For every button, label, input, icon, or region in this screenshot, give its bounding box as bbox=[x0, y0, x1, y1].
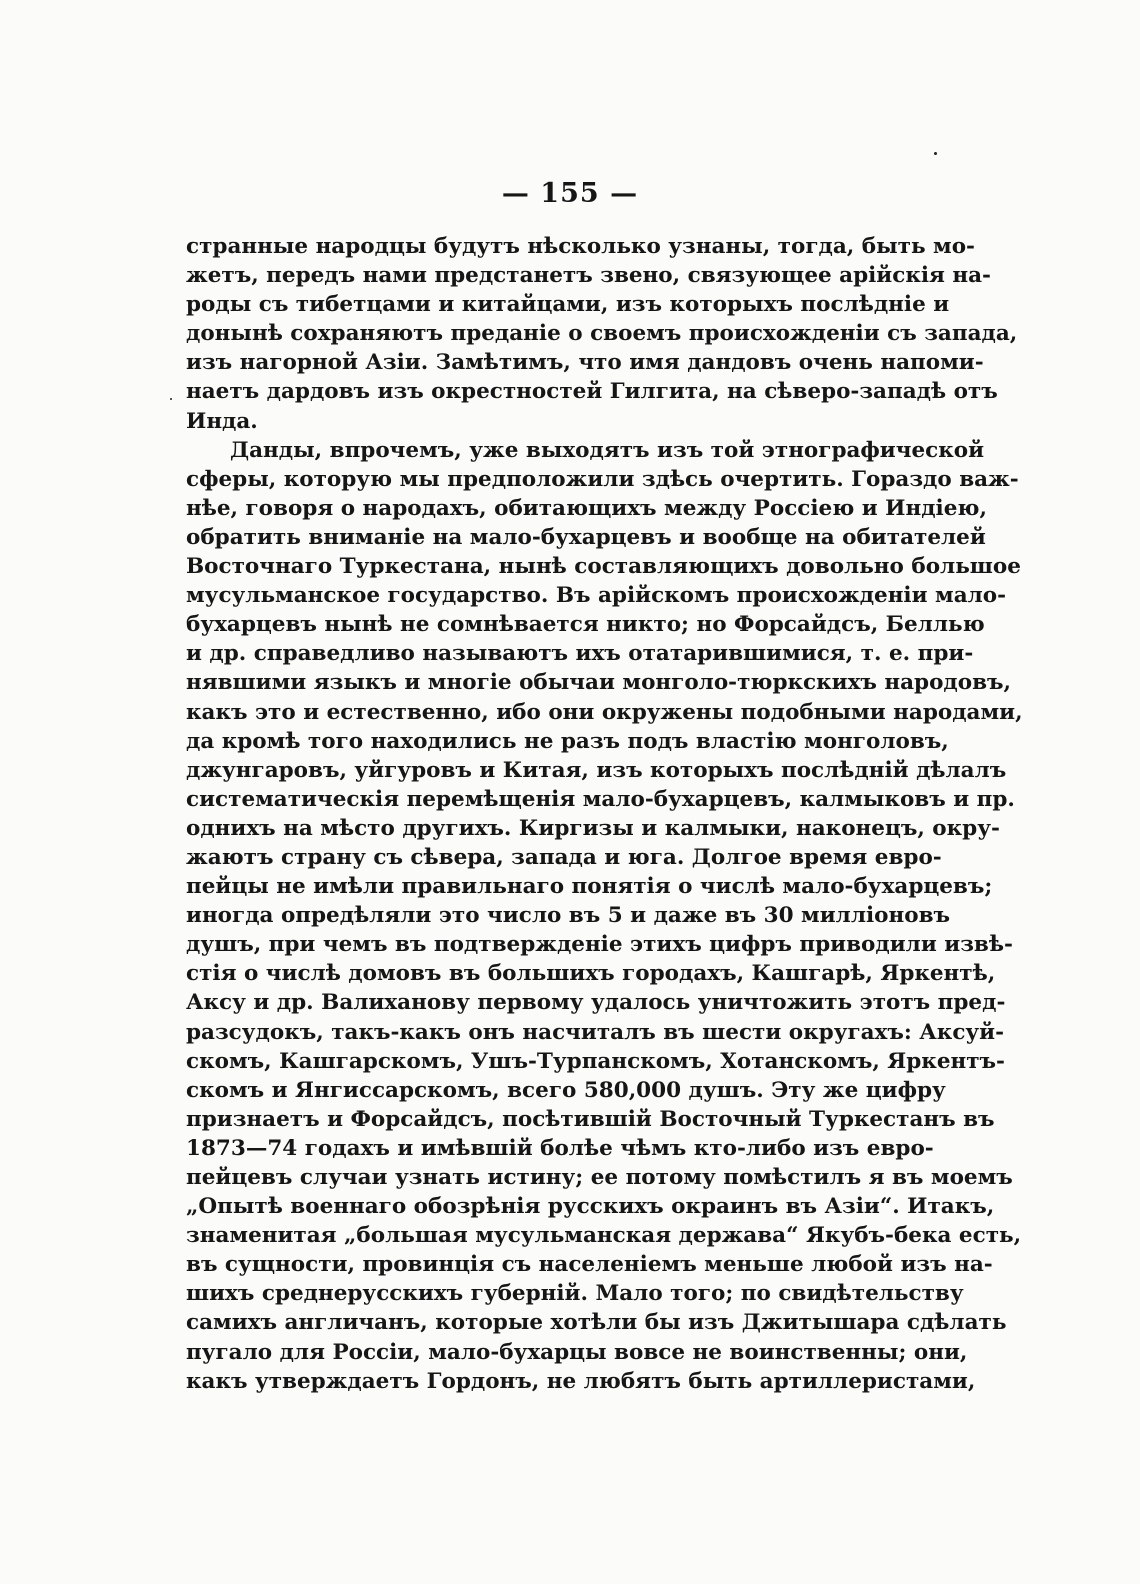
text-line: нѣе, говоря о народахъ, обитающихъ между Россіею и Индіею, bbox=[186, 495, 987, 521]
text-line: и др. справедливо называютъ ихъ отатарившимися, т. е. при- bbox=[186, 641, 974, 667]
text-line: донынѣ сохраняютъ преданіе о своемъ происхожденіи съ запада, bbox=[186, 321, 1018, 347]
text-line: жаютъ страну съ сѣвера, запада и юга. Долгое время евро- bbox=[186, 844, 942, 870]
text-line: знаменитая „большая мусульманская держава“ Якубъ-бека есть, bbox=[186, 1223, 1022, 1249]
text-line: „Опытѣ военнаго обозрѣнія русскихъ окраинъ въ Азіи“. Итакъ, bbox=[186, 1194, 995, 1220]
page-number: — 155 — bbox=[501, 178, 639, 209]
text-line: Данды, впрочемъ, уже выходятъ изъ той этнографической bbox=[230, 437, 985, 463]
text-line: бухарцевъ нынѣ не сомнѣвается никто; но Форсайдсъ, Беллью bbox=[186, 612, 985, 638]
text-line: иногда опредѣляли это число въ 5 и даже въ 30 милліоновъ bbox=[186, 903, 951, 929]
text-line: да кромѣ того находились не разъ подъ властію монголовъ, bbox=[186, 728, 949, 754]
text-line: сферы, которую мы предположили здѣсь очертить. Гораздо важ- bbox=[186, 466, 1019, 492]
text-line: скомъ, Кашгарскомъ, Ушъ-Турпанскомъ, Хотанскомъ, Яркентъ- bbox=[186, 1048, 1005, 1074]
text-line: 1873—74 годахъ и имѣвшій болѣе чѣмъ кто-либо изъ евро- bbox=[186, 1135, 934, 1161]
text-line: изъ нагорной Азіи. Замѣтимъ, что имя дандовъ очень напоми- bbox=[186, 350, 984, 376]
text-line: шихъ среднерусскихъ губерній. Мало того; по свидѣтельству bbox=[186, 1281, 964, 1307]
text-line: Аксу и др. Валиханову первому удалось уничтожить этотъ пред- bbox=[186, 990, 1006, 1016]
text-line: разсудокъ, такъ-какъ онъ насчиталъ въ шести округахъ: Аксуй- bbox=[186, 1019, 1005, 1045]
text-line: джунгаровъ, уйгуровъ и Китая, изъ которыхъ послѣдній дѣлалъ bbox=[186, 757, 1007, 783]
text-line: самихъ англичанъ, которые хотѣли бы изъ Джитышара сдѣлать bbox=[186, 1310, 1007, 1336]
text-line: пейцы не имѣли правильнаго понятія о числѣ мало-бухарцевъ; bbox=[186, 874, 993, 900]
text-line: жетъ, передъ нами предстанетъ звено, связующее арійскія на- bbox=[186, 263, 991, 289]
text-line: какъ утверждаетъ Гордонъ, не любятъ быть артиллеристами, bbox=[186, 1368, 976, 1394]
text-line: признаетъ и Форсайдсъ, посѣтившій Восточный Туркестанъ въ bbox=[186, 1106, 995, 1132]
text-line: скомъ и Янгиссарскомъ, всего 580,000 душъ. Эту же цифру bbox=[186, 1077, 946, 1103]
text-line: однихъ на мѣсто другихъ. Киргизы и калмыки, наконецъ, окру- bbox=[186, 815, 1000, 841]
text-line: мусульманское государство. Въ арійскомъ происхожденіи мало- bbox=[186, 583, 1007, 609]
text-line: систематическія перемѣщенія мало-бухарцевъ, калмыковъ и пр. bbox=[186, 786, 1015, 812]
text-line: Восточнаго Туркестана, нынѣ составляющихъ довольно большое bbox=[186, 554, 1021, 580]
text-line: наетъ дардовъ изъ окрестностей Гилгита, на сѣверо-западѣ отъ bbox=[186, 379, 998, 405]
text-line: странные народцы будутъ нѣсколько узнаны, тогда, быть мо- bbox=[186, 234, 975, 259]
scan-speck bbox=[934, 152, 937, 155]
text-line: пугало для Россіи, мало-бухарцы вовсе не воинственны; они, bbox=[186, 1339, 968, 1365]
text-line: пейцевъ случаи узнать истину; ее потому помѣстилъ я въ моемъ bbox=[186, 1165, 1013, 1190]
text-line: Инда. bbox=[186, 408, 258, 434]
text-line: какъ это и естественно, ибо они окружены подобными народами, bbox=[186, 699, 1023, 725]
text-line: роды съ тибетцами и китайцами, изъ которыхъ послѣдніе и bbox=[186, 292, 950, 318]
text-line: въ сущности, провинція съ населеніемъ меньше любой изъ на- bbox=[186, 1252, 993, 1278]
text-line: стія о числѣ домовъ въ большихъ городахъ, Кашгарѣ, Яркентѣ, bbox=[186, 961, 996, 987]
scan-speck bbox=[170, 398, 172, 400]
text-line: нявшими языкъ и многіе обычаи монголо-тюркскихъ народовъ, bbox=[186, 670, 1012, 696]
body-text bbox=[186, 232, 1023, 1396]
text-line: обратить вниманіе на мало-бухарцевъ и вообще на обитателей bbox=[186, 524, 986, 550]
text-line: душъ, при чемъ въ подтвержденіе этихъ цифръ приводили извѣ- bbox=[186, 932, 1013, 958]
